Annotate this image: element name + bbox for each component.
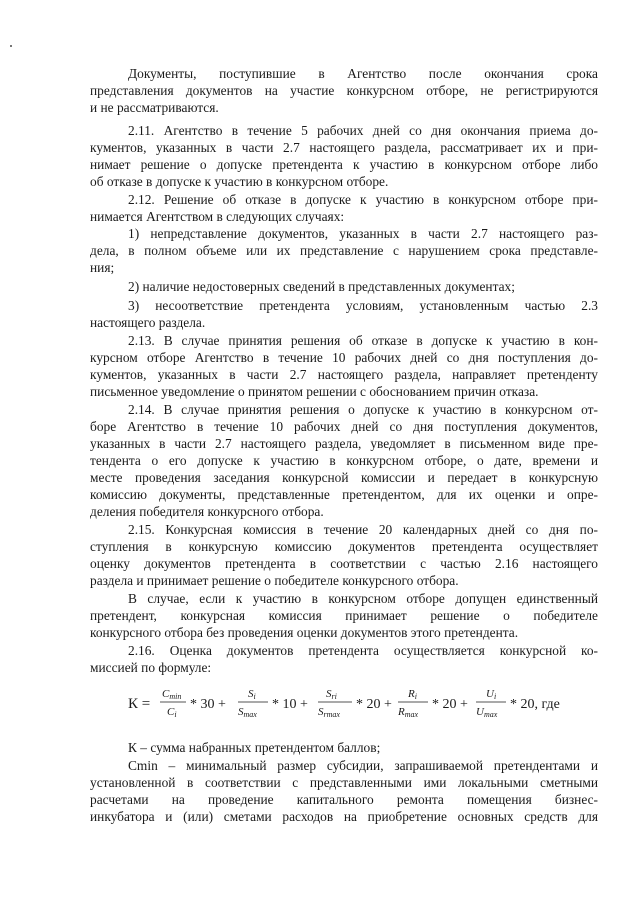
svg-text:Umax bbox=[476, 706, 498, 719]
text-line: 3) несоответствие претендента условиям, установленным частью 2.3 bbox=[128, 298, 598, 313]
formula-subscript: i bbox=[493, 692, 497, 701]
text-line: письменное уведомление о принятом решении с обоснованием причин отказа. bbox=[90, 384, 539, 399]
svg-text:Cmin bbox=[162, 688, 181, 701]
text-line: тендента о его допуске к участию в конкурсном отборе, о дате, времени и bbox=[90, 453, 598, 468]
text-line: В случае, если к участию в конкурсном отборе допущен единственный bbox=[128, 591, 598, 606]
score-formula bbox=[110, 683, 610, 723]
text-line: и не рассматриваются. bbox=[90, 100, 219, 115]
formula-operator: * 20 + bbox=[356, 697, 392, 712]
text-line: настоящего раздела. bbox=[90, 315, 206, 330]
text-line: нимается Агентством в следующих случаях: bbox=[90, 209, 345, 224]
text-line: установленной в соответствии с представленными ими локальными сметными bbox=[90, 775, 598, 790]
formula-operator: * 30 + bbox=[190, 697, 226, 712]
formula-subscript: i bbox=[253, 692, 256, 701]
scan-speck bbox=[10, 45, 12, 47]
formula-operator: * 20, где bbox=[510, 697, 560, 712]
text-line: претендент, конкурсная комиссия принимает решение о победителе bbox=[90, 608, 598, 623]
text-line: 2.12. Решение об отказе в допуске к участию в конкурсном отборе при- bbox=[128, 192, 598, 207]
formula-lhs: К = bbox=[128, 696, 151, 712]
formula-symbol: S bbox=[238, 706, 244, 718]
formula-subscript: max bbox=[404, 710, 419, 719]
svg-text:Ri bbox=[407, 688, 417, 701]
text-line: об отказе в допуске к участию в конкурсном отборе. bbox=[90, 174, 389, 189]
text-line: 2.16. Оценка документов претендента осуществляется конкурсной ко- bbox=[128, 643, 598, 658]
formula-symbol: U bbox=[486, 688, 494, 700]
svg-text:Rmax bbox=[397, 706, 419, 719]
text-line: конкурсного отбора без проведения оценки документов этого претендента. bbox=[90, 625, 519, 640]
text-line: месте проведения заседания конкурсной комиссии и передает в конкурсную bbox=[90, 470, 598, 485]
formula-symbol: S bbox=[326, 688, 332, 700]
text-line: 2.14. В случае принятия решения о допуске к участию в конкурсном от- bbox=[128, 402, 598, 417]
text-line: Cmin – минимальный размер субсидии, запрашиваемой претендентами и bbox=[128, 758, 598, 773]
text-line: кументов, указанных в части 2.7 настоящего раздела, рассматривает их и при- bbox=[90, 140, 598, 155]
text-line: 2) наличие недостоверных сведений в представленных документах; bbox=[128, 279, 515, 294]
text-line: ния; bbox=[90, 260, 115, 275]
formula-symbol: C bbox=[167, 706, 175, 718]
formula-subscript: max bbox=[243, 710, 257, 719]
svg-text:Ui bbox=[486, 688, 496, 701]
svg-text:Sri bbox=[326, 688, 337, 701]
text-line: Документы, поступившие в Агентство после окончания срока bbox=[128, 66, 598, 81]
text-line: курсном отборе Агентство в течение 10 рабочих дней со дня поступления до- bbox=[90, 350, 598, 365]
text-line: расчетами на проведение капитального ремонта помещения бизнес- bbox=[90, 792, 598, 807]
text-line: оценку документов претендента в соответствии с частью 2.16 настоящего bbox=[90, 556, 598, 571]
formula-symbol: S bbox=[318, 706, 324, 718]
svg-text:Smax bbox=[238, 706, 257, 719]
text-line: инкубатора и (или) сметами расходов на приобретение основных средств для bbox=[90, 809, 598, 824]
formula-symbol: S bbox=[248, 688, 254, 700]
text-line: кументов, указанных в части 2.7 настоящего раздела, направляет претенденту bbox=[90, 367, 598, 382]
svg-text:Si bbox=[248, 688, 256, 701]
text-line: боре Агентство в течение 10 рабочих дней со дня поступления документов, bbox=[90, 419, 598, 434]
formula-symbol: C bbox=[162, 688, 170, 700]
text-line: 2.11. Агентство в течение 5 рабочих дней со дня окончания приема до- bbox=[128, 123, 598, 138]
svg-text:Ci bbox=[167, 706, 177, 719]
text-line: 1) непредставление документов, указанных в части 2.7 настоящего раз- bbox=[128, 226, 598, 241]
text-line: К – сумма набранных претендентом баллов; bbox=[128, 740, 381, 755]
text-line: раздела и принимает решение о победителе конкурсного отбора. bbox=[90, 573, 459, 588]
text-line: нимает решение о допуске претендента к участию в конкурсном отборе либо bbox=[90, 157, 598, 172]
text-line: 2.15. Конкурсная комиссия в течение 20 календарных дней со дня по- bbox=[128, 522, 598, 537]
formula-subscript: i bbox=[174, 710, 177, 719]
formula-subscript: i bbox=[414, 692, 417, 701]
formula-operator: * 20 + bbox=[432, 697, 468, 712]
formula-operator: * 10 + bbox=[272, 697, 308, 712]
formula-subscript: ri bbox=[331, 692, 337, 701]
text-line: дела, в полном объеме или их представление с нарушением срока представле- bbox=[90, 243, 598, 258]
text-line: комиссию документы, представленные претендентом, для их оценки и опре- bbox=[90, 487, 598, 502]
formula-symbol: R bbox=[398, 706, 405, 718]
text-line: 2.13. В случае принятия решения об отказе в допуске к участию в кон- bbox=[128, 333, 598, 348]
text-line: представления документов на участие конкурсном отборе, не регистрируются bbox=[90, 83, 598, 98]
formula-subscript: rmax bbox=[323, 710, 340, 719]
text-line: деления победителя конкурсного отбора. bbox=[90, 504, 324, 519]
formula-subscript: max bbox=[483, 710, 498, 719]
formula-subscript: min bbox=[169, 692, 182, 701]
formula-symbol: U bbox=[476, 706, 484, 718]
text-line: указанных в части 2.7 настоящего раздела, уведомляет в письменном виде пре- bbox=[90, 436, 598, 451]
text-line: миссией по формуле: bbox=[90, 660, 212, 675]
svg-text:Srmax bbox=[318, 706, 340, 719]
text-line: ступления в конкурсную комиссию документов претендента осуществляет bbox=[90, 539, 598, 554]
formula-symbol: R bbox=[408, 688, 415, 700]
